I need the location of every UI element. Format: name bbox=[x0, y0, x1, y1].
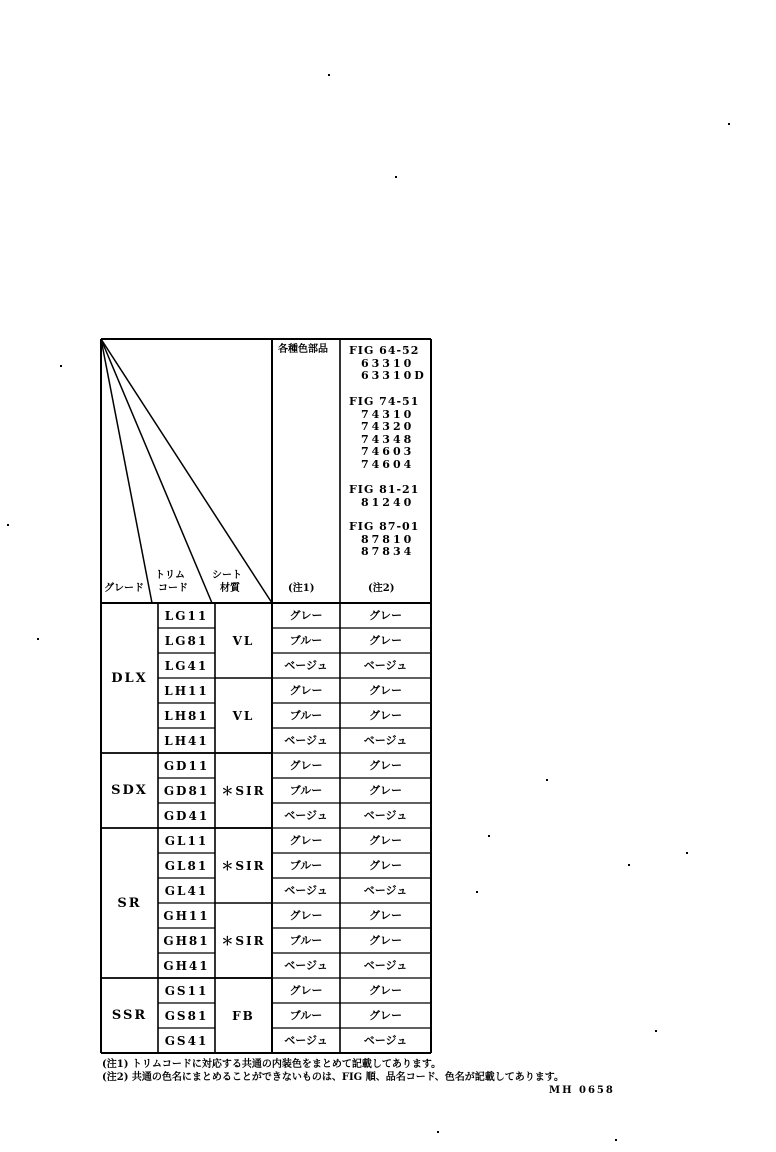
color-note1: ベージュ bbox=[284, 659, 328, 672]
color-note2: グレー bbox=[369, 1009, 402, 1022]
color-note2: グレー bbox=[369, 984, 402, 997]
color-note1: グレー bbox=[289, 984, 323, 997]
header-grade: グレード bbox=[104, 583, 144, 594]
part-code: 87834 bbox=[361, 545, 415, 559]
color-note1: グレー bbox=[289, 834, 323, 847]
color-note2: ベージュ bbox=[363, 1034, 408, 1047]
scan-speck bbox=[655, 1030, 657, 1032]
seat-material: VL bbox=[232, 708, 255, 723]
part-code: 63310 bbox=[361, 356, 415, 370]
header-seat-bottom: 材質 bbox=[220, 583, 240, 594]
header-diagonal bbox=[101, 339, 212, 603]
scan-speck bbox=[728, 123, 730, 125]
color-note2: グレー bbox=[369, 934, 402, 947]
trim-code: GL41 bbox=[164, 883, 209, 898]
trim-code: GL11 bbox=[164, 833, 209, 848]
fig-group bbox=[349, 345, 427, 383]
header-note1-col: (注1) bbox=[288, 583, 315, 594]
trim-code: GS81 bbox=[164, 1008, 209, 1023]
part-code: 74604 bbox=[361, 457, 415, 471]
trim-code: LH11 bbox=[164, 683, 209, 698]
trim-code: LH41 bbox=[164, 733, 209, 748]
scan-speck bbox=[437, 1131, 439, 1133]
fig-group bbox=[349, 396, 419, 472]
fig-group bbox=[349, 521, 419, 559]
trim-code: LH81 bbox=[164, 708, 209, 723]
scan-speck bbox=[488, 835, 490, 837]
fig-number: FIG 64-52 bbox=[349, 344, 420, 357]
color-note2: グレー bbox=[369, 784, 402, 797]
color-note1: グレー bbox=[289, 759, 323, 772]
page-code: MH 0658 bbox=[549, 1085, 615, 1096]
color-note1: ブルー bbox=[289, 709, 323, 722]
grade-label: SSR bbox=[111, 1008, 148, 1023]
trim-code: GD11 bbox=[163, 758, 210, 773]
color-note2: ベージュ bbox=[363, 884, 408, 897]
trim-code: GD81 bbox=[163, 783, 210, 798]
part-code: 87810 bbox=[361, 532, 415, 546]
color-note1: ブルー bbox=[289, 634, 323, 647]
color-note1: グレー bbox=[289, 684, 323, 697]
part-code: 74348 bbox=[361, 432, 415, 446]
seat-material: ＊SIR bbox=[221, 858, 266, 873]
trim-code: GL81 bbox=[164, 858, 209, 873]
fig-number: FIG 81-21 bbox=[349, 483, 420, 496]
color-note1: グレー bbox=[289, 609, 323, 622]
color-note1: ベージュ bbox=[284, 959, 328, 972]
header-trim-bottom: コード bbox=[158, 583, 188, 594]
color-note2: グレー bbox=[369, 909, 402, 922]
scan-speck bbox=[546, 779, 548, 781]
part-code: 81240 bbox=[361, 495, 415, 509]
fig-number: FIG 87-01 bbox=[349, 520, 420, 533]
color-note2: ベージュ bbox=[363, 734, 408, 747]
color-note2: ベージュ bbox=[363, 809, 408, 822]
color-note2: ベージュ bbox=[363, 659, 408, 672]
trim-code: LG41 bbox=[164, 658, 209, 673]
footnote-1: (注1) トリムコードに対応する共通の内装色をまとめて記載してあります。 bbox=[102, 1059, 442, 1070]
trim-code: LG81 bbox=[164, 633, 209, 648]
trim-code: GS41 bbox=[164, 1033, 209, 1048]
header-trim-top: トリム bbox=[155, 570, 185, 581]
seat-material: ＊SIR bbox=[221, 783, 266, 798]
fig-group bbox=[349, 484, 419, 509]
trim-code: GH41 bbox=[163, 958, 210, 973]
seat-material: VL bbox=[232, 633, 255, 648]
part-code: 74310 bbox=[361, 407, 415, 421]
color-note2: ベージュ bbox=[363, 959, 408, 972]
color-note2: グレー bbox=[369, 709, 402, 722]
trim-code: GH11 bbox=[163, 908, 210, 923]
fig-number: FIG 74-51 bbox=[349, 395, 420, 408]
scan-speck bbox=[37, 638, 39, 640]
trim-code: GD41 bbox=[163, 808, 210, 823]
trim-code: LG11 bbox=[164, 608, 209, 623]
color-note1: ベージュ bbox=[284, 1034, 328, 1047]
color-note1: ベージュ bbox=[284, 734, 328, 747]
color-note2: グレー bbox=[369, 634, 402, 647]
scan-speck bbox=[7, 524, 9, 526]
header-note2-col: (注2) bbox=[368, 583, 395, 594]
color-note2: グレー bbox=[369, 759, 402, 772]
header-parts-label: 各種色部品 bbox=[278, 344, 328, 355]
scan-speck bbox=[615, 1139, 617, 1141]
scan-speck bbox=[395, 176, 397, 178]
color-note1: ベージュ bbox=[284, 884, 328, 897]
seat-material: FB bbox=[232, 1008, 255, 1023]
trim-code: GS11 bbox=[164, 983, 209, 998]
part-code: 63310D bbox=[361, 369, 427, 383]
color-note1: ブルー bbox=[289, 934, 323, 947]
scan-speck bbox=[628, 864, 630, 866]
part-code: 74320 bbox=[361, 420, 415, 434]
color-note1: ベージュ bbox=[284, 809, 328, 822]
part-code: 74603 bbox=[361, 445, 415, 459]
seat-material: ＊SIR bbox=[221, 933, 266, 948]
color-note2: グレー bbox=[369, 609, 402, 622]
grade-label: SR bbox=[117, 895, 142, 911]
color-note2: グレー bbox=[369, 834, 402, 847]
color-note2: グレー bbox=[369, 684, 402, 697]
color-note1: グレー bbox=[289, 909, 323, 922]
color-note1: ブルー bbox=[289, 784, 323, 797]
scan-speck bbox=[60, 365, 62, 367]
scan-speck bbox=[328, 74, 330, 76]
color-note1: ブルー bbox=[289, 859, 323, 872]
scan-speck bbox=[476, 891, 478, 893]
grade-label: DLX bbox=[111, 670, 148, 686]
color-note1: ブルー bbox=[289, 1009, 323, 1022]
grade-label: SDX bbox=[111, 783, 148, 798]
color-note2: グレー bbox=[369, 859, 402, 872]
trim-code: GH81 bbox=[163, 933, 210, 948]
footnote-2: (注2) 共通の色名にまとめることができないものは、FIG 順、品名コード、色名が記載してあります。 bbox=[102, 1072, 565, 1083]
scan-speck bbox=[686, 852, 688, 854]
header-seat-top: シート bbox=[212, 570, 242, 581]
